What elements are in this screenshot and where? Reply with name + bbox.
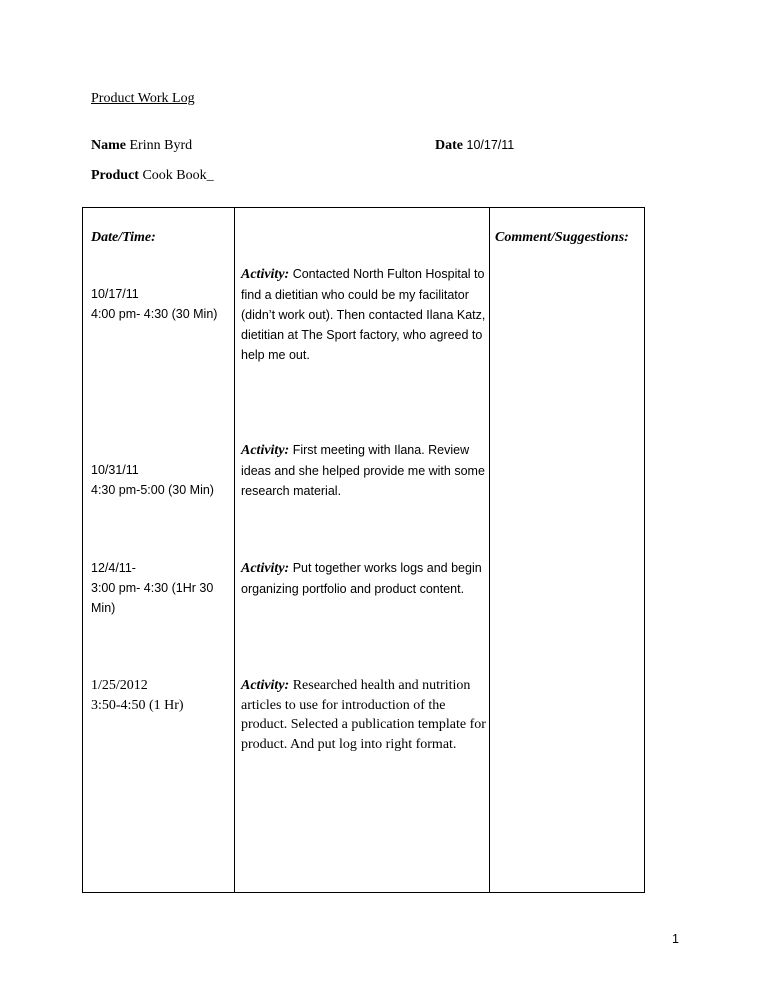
activity-label: Activity: — [241, 561, 290, 576]
activity-text: Put together works logs and begin organizing portfolio and product content. — [241, 561, 482, 596]
activity-label: Activity: — [241, 267, 290, 282]
entry-activity — [241, 558, 487, 599]
entry-activity — [241, 264, 487, 365]
comment-suggestions-header: Comment/Suggestions: — [495, 230, 629, 245]
entry-datetime — [91, 460, 231, 500]
entry-activity — [241, 440, 487, 501]
name-value: Erinn Byrd — [129, 138, 193, 153]
entry-datetime — [91, 558, 231, 618]
date-label: Date — [435, 138, 463, 153]
date-time-header: Date/Time: — [91, 230, 156, 245]
entry-time: 4:00 pm- 4:30 (30 Min) — [91, 307, 218, 321]
document-title: Product Work Log — [91, 91, 195, 106]
entry-datetime — [91, 284, 231, 324]
activity-label: Activity: — [241, 443, 290, 458]
entry-datetime — [91, 676, 231, 715]
activity-text: Contacted North Fulton Hospital to find a dietitian who could be my facilitator (didn’t work out). Then contacted Ilana Katz, dietitian at The Sport factory, who agreed to help me out. — [241, 267, 486, 362]
product-value: Cook Book_ — [142, 168, 214, 183]
entry-activity — [241, 676, 487, 754]
product-label: Product — [91, 168, 139, 183]
activity-label: Activity: — [241, 678, 290, 693]
work-log-table — [82, 207, 645, 893]
entry-time: 3:00 pm- 4:30 (1Hr 30 Min) — [91, 581, 214, 615]
column-divider — [489, 208, 490, 892]
entry-time: 4:30 pm-5:00 (30 Min) — [91, 483, 214, 497]
entry-date: 10/17/11 — [91, 287, 139, 301]
date-line — [435, 138, 514, 154]
entry-date: 10/31/11 — [91, 463, 139, 477]
entry-time: 3:50-4:50 (1 Hr) — [91, 697, 184, 713]
page-number: 1 — [672, 932, 679, 946]
product-line — [91, 168, 214, 184]
activity-text: Researched health and nutrition articles to use for introduction of the product. Selected a publication template for product. And put log into right format. — [241, 678, 486, 752]
activity-text: First meeting with Ilana. Review ideas and she helped provide me with some research material. — [241, 443, 485, 498]
name-line — [91, 138, 192, 154]
date-value: 10/17/11 — [466, 138, 515, 152]
entry-date: 12/4/11- — [91, 561, 136, 575]
entry-date: 1/25/2012 — [91, 678, 148, 693]
column-divider — [234, 208, 235, 892]
name-label: Name — [91, 138, 126, 153]
